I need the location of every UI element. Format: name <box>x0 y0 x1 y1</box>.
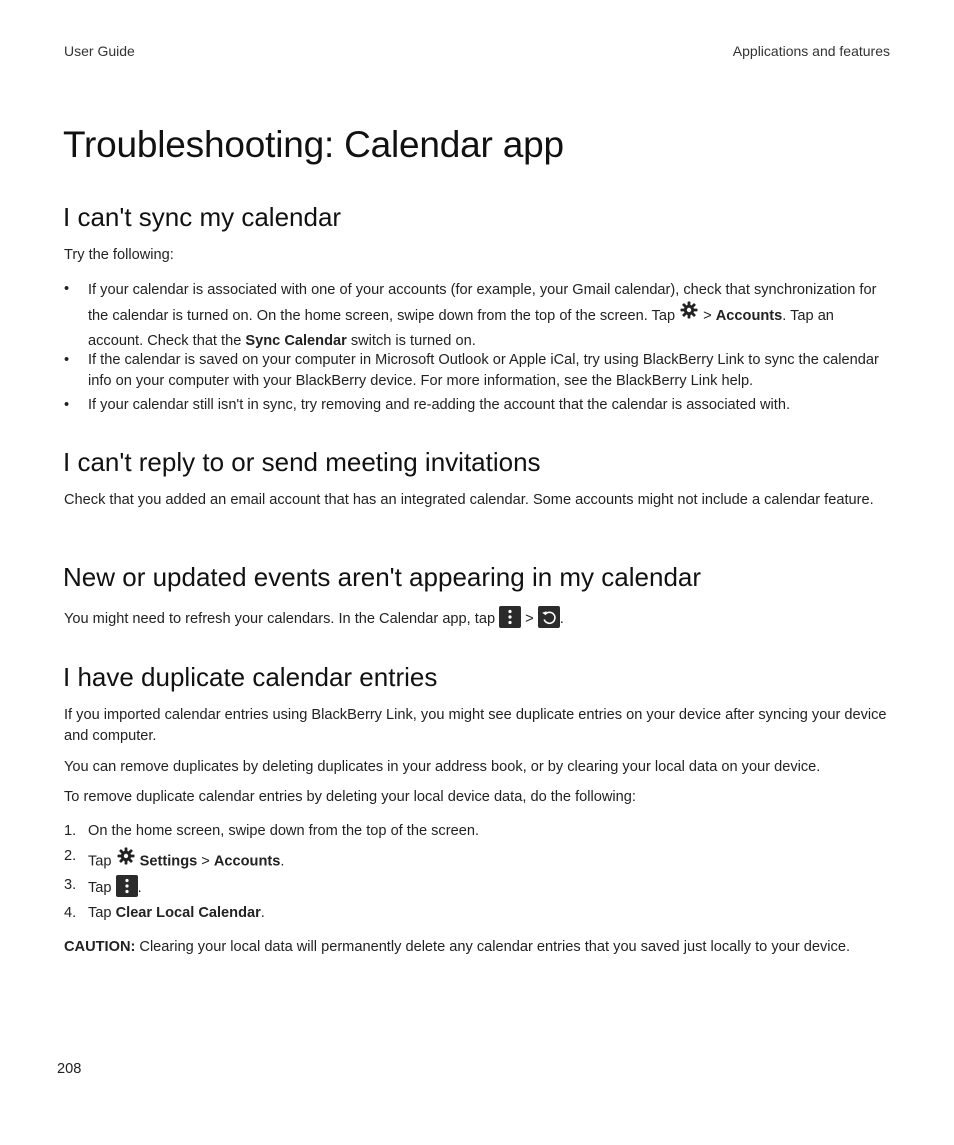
text-run: > <box>197 853 214 870</box>
text-run: If your calendar is associated with one of your accounts (for example, your Gmail calendar), check that synchronization for the calendar is turned on. On the home screen, swipe down from the top of the screen. Tap <box>88 282 877 324</box>
refresh-icon <box>538 606 560 628</box>
heading-cant-sync: I can't sync my calendar <box>63 202 342 232</box>
running-header-left: User Guide <box>64 43 135 59</box>
sync-calendar-label: Sync Calendar <box>245 333 347 349</box>
more-vertical-icon <box>116 875 138 897</box>
text-run: Tap <box>88 853 116 870</box>
list-item-text: If your calendar still isn't in sync, try removing and re-adding the account that the calendar is associated with. <box>88 397 791 413</box>
list-item <box>64 395 894 416</box>
step-number: 4. <box>64 905 77 921</box>
events-body <box>64 608 894 630</box>
text-run: > <box>521 610 538 627</box>
list-item <box>64 279 894 349</box>
duplicates-p1: If you imported calendar entries using BlackBerry Link, you might see duplicate entries on your device after syncing your device and computer. <box>64 707 887 744</box>
text-run: Tap <box>88 879 116 896</box>
list-item <box>64 350 894 392</box>
step-text <box>88 877 893 899</box>
heading-meeting-invitations: I can't reply to or send meeting invitations <box>63 447 541 477</box>
gear-icon <box>679 300 699 328</box>
step-item <box>64 875 894 901</box>
heading-events-not-appearing: New or updated events aren't appearing in my calendar <box>63 562 702 592</box>
more-vertical-icon <box>499 606 521 628</box>
gear-icon <box>116 846 136 873</box>
text-run: . <box>137 879 142 896</box>
step-text <box>88 903 893 924</box>
text-run: . <box>260 905 265 921</box>
step-number: 1. <box>64 823 77 839</box>
bullet: • <box>64 397 70 413</box>
step-text: On the home screen, swipe down from the top of the screen. <box>88 823 479 839</box>
heading-duplicate-entries: I have duplicate calendar entries <box>63 662 438 692</box>
step-number: 2. <box>64 848 77 864</box>
duplicates-p2: You can remove duplicates by deleting duplicates in your address book, or by clearing your local data on your device. <box>64 759 821 775</box>
bullet: • <box>64 281 70 297</box>
text-run: . <box>559 610 564 627</box>
caution-label: CAUTION: <box>64 939 136 955</box>
step-item <box>64 821 894 842</box>
text-run: You might need to refresh your calendars. In the Calendar app, tap <box>64 610 500 627</box>
text-run: > <box>699 307 716 324</box>
list-item-text: If the calendar is saved on your computer in Microsoft Outlook or Apple iCal, try using BlackBerry Link to sync the calendar info on your computer with your BlackBerry device. For more information, see the BlackBerry Link help. <box>88 352 879 389</box>
caution-text: Clearing your local data will permanently delete any calendar entries that you saved just locally to your device. <box>135 939 851 955</box>
step-item <box>64 846 894 872</box>
step-number: 3. <box>64 877 77 893</box>
page-title: Troubleshooting: Calendar app <box>63 124 564 165</box>
running-header-right: Applications and features <box>732 43 890 59</box>
step-text <box>88 848 893 875</box>
text-run: Tap <box>88 905 116 921</box>
clear-local-calendar-label: Clear Local Calendar <box>115 905 261 921</box>
text-run: . Tap an account. Check that the <box>88 307 834 349</box>
accounts-label: Accounts <box>715 307 783 324</box>
text-run: switch is turned on. <box>346 333 476 349</box>
accounts-label: Accounts <box>213 853 281 870</box>
text-run: . <box>280 853 285 870</box>
list-item-text <box>88 279 893 353</box>
caution-note <box>64 937 914 958</box>
bullet: • <box>64 352 70 368</box>
sync-intro: Try the following: <box>64 247 174 263</box>
page-number: 208 <box>57 1061 82 1077</box>
duplicates-p3: To remove duplicate calendar entries by deleting your local device data, do the following: <box>64 789 636 805</box>
settings-label: Settings <box>139 853 198 870</box>
step-item <box>64 903 894 924</box>
invites-body: Check that you added an email account that has an integrated calendar. Some accounts might not include a calendar feature. <box>64 492 874 508</box>
